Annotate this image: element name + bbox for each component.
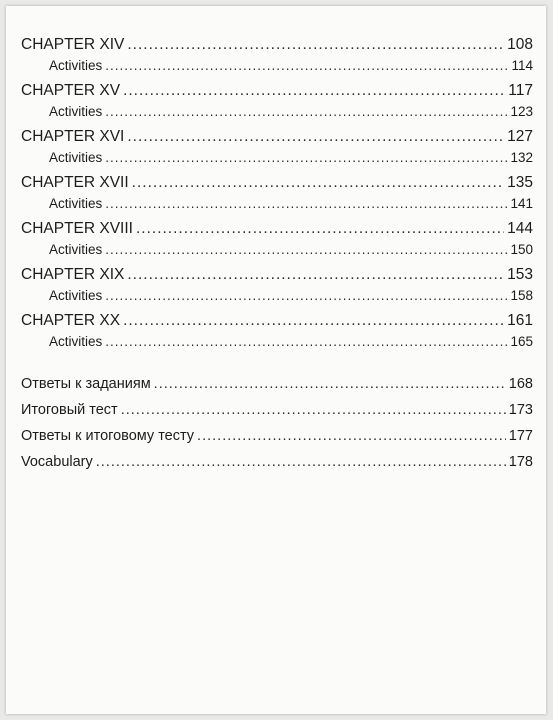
entry-page-number: 108 (507, 36, 533, 53)
toc-chapter-17 (21, 174, 533, 220)
subentry-page-number: 158 (510, 288, 533, 303)
leader-dots (197, 428, 506, 444)
leader-dots (123, 82, 505, 100)
leader-dots (121, 402, 506, 418)
toc-subentry (21, 196, 533, 220)
entry-title: Ответы к заданиям (21, 376, 151, 392)
leader-dots (105, 150, 507, 165)
entry-title: CHAPTER XVII (21, 174, 129, 191)
leader-dots (105, 58, 508, 73)
toc-entry (21, 312, 533, 334)
subentry-page-number: 141 (510, 196, 533, 211)
subentry-page-number: 123 (510, 104, 533, 119)
toc-subentry (21, 288, 533, 312)
leader-dots (105, 242, 507, 257)
toc-entry (21, 220, 533, 242)
subentry-page-number: 132 (510, 150, 533, 165)
toc-entry-final-test (21, 402, 533, 428)
toc-subentry (21, 150, 533, 174)
subentry-title: Activities (49, 58, 103, 73)
entry-page-number: 135 (507, 174, 533, 191)
entry-page-number: 168 (508, 376, 533, 392)
table-of-contents (21, 36, 533, 480)
subentry-title: Activities (49, 150, 103, 165)
leader-dots (127, 128, 504, 146)
subentry-page-number: 114 (511, 58, 533, 73)
leader-dots (96, 454, 506, 470)
toc-chapter-19 (21, 266, 533, 312)
section-spacer (21, 358, 533, 376)
leader-dots (123, 312, 504, 330)
toc-entry (21, 128, 533, 150)
toc-chapter-20 (21, 312, 533, 358)
entry-page-number: 173 (508, 402, 533, 418)
toc-subentry (21, 58, 533, 82)
toc-entry (21, 36, 533, 58)
leader-dots (105, 334, 507, 349)
toc-chapter-18 (21, 220, 533, 266)
leader-dots (136, 220, 504, 238)
toc-chapter-16 (21, 128, 533, 174)
subentry-page-number: 150 (510, 242, 533, 257)
leader-dots (154, 376, 506, 392)
toc-subentry (21, 242, 533, 266)
leader-dots (127, 266, 504, 284)
entry-title: CHAPTER XV (21, 82, 121, 99)
toc-subentry (21, 104, 533, 128)
entry-page-number: 178 (508, 454, 533, 470)
entry-page-number: 144 (507, 220, 533, 237)
entry-page-number: 153 (507, 266, 533, 283)
leader-dots (127, 36, 504, 54)
toc-entry-vocabulary (21, 454, 533, 480)
toc-entry (21, 266, 533, 288)
toc-entry-answers (21, 376, 533, 402)
subentry-title: Activities (49, 334, 103, 349)
entry-page-number: 117 (508, 82, 533, 99)
toc-subentry (21, 334, 533, 358)
subentry-page-number: 165 (510, 334, 533, 349)
entry-title: Vocabulary (21, 454, 93, 470)
subentry-title: Activities (49, 196, 103, 211)
leader-dots (105, 288, 507, 303)
entry-page-number: 127 (507, 128, 533, 145)
toc-chapter-15 (21, 82, 533, 128)
leader-dots (105, 104, 507, 119)
entry-title: CHAPTER XVIII (21, 220, 133, 237)
entry-page-number: 177 (508, 428, 533, 444)
entry-page-number: 161 (507, 312, 533, 329)
entry-title: CHAPTER XVI (21, 128, 125, 145)
subentry-title: Activities (49, 104, 103, 119)
entry-title: Ответы к итоговому тесту (21, 428, 195, 444)
entry-title: Итоговый тест (21, 402, 118, 418)
entry-title: CHAPTER XX (21, 312, 121, 329)
leader-dots (132, 174, 504, 192)
subentry-title: Activities (49, 242, 103, 257)
entry-title: CHAPTER XIV (21, 36, 125, 53)
book-page (6, 6, 546, 714)
leader-dots (105, 196, 507, 211)
toc-entry (21, 174, 533, 196)
toc-entry-final-test-answers (21, 428, 533, 454)
toc-entry (21, 82, 533, 104)
subentry-title: Activities (49, 288, 103, 303)
toc-chapter-14 (21, 36, 533, 82)
entry-title: CHAPTER XIX (21, 266, 125, 283)
